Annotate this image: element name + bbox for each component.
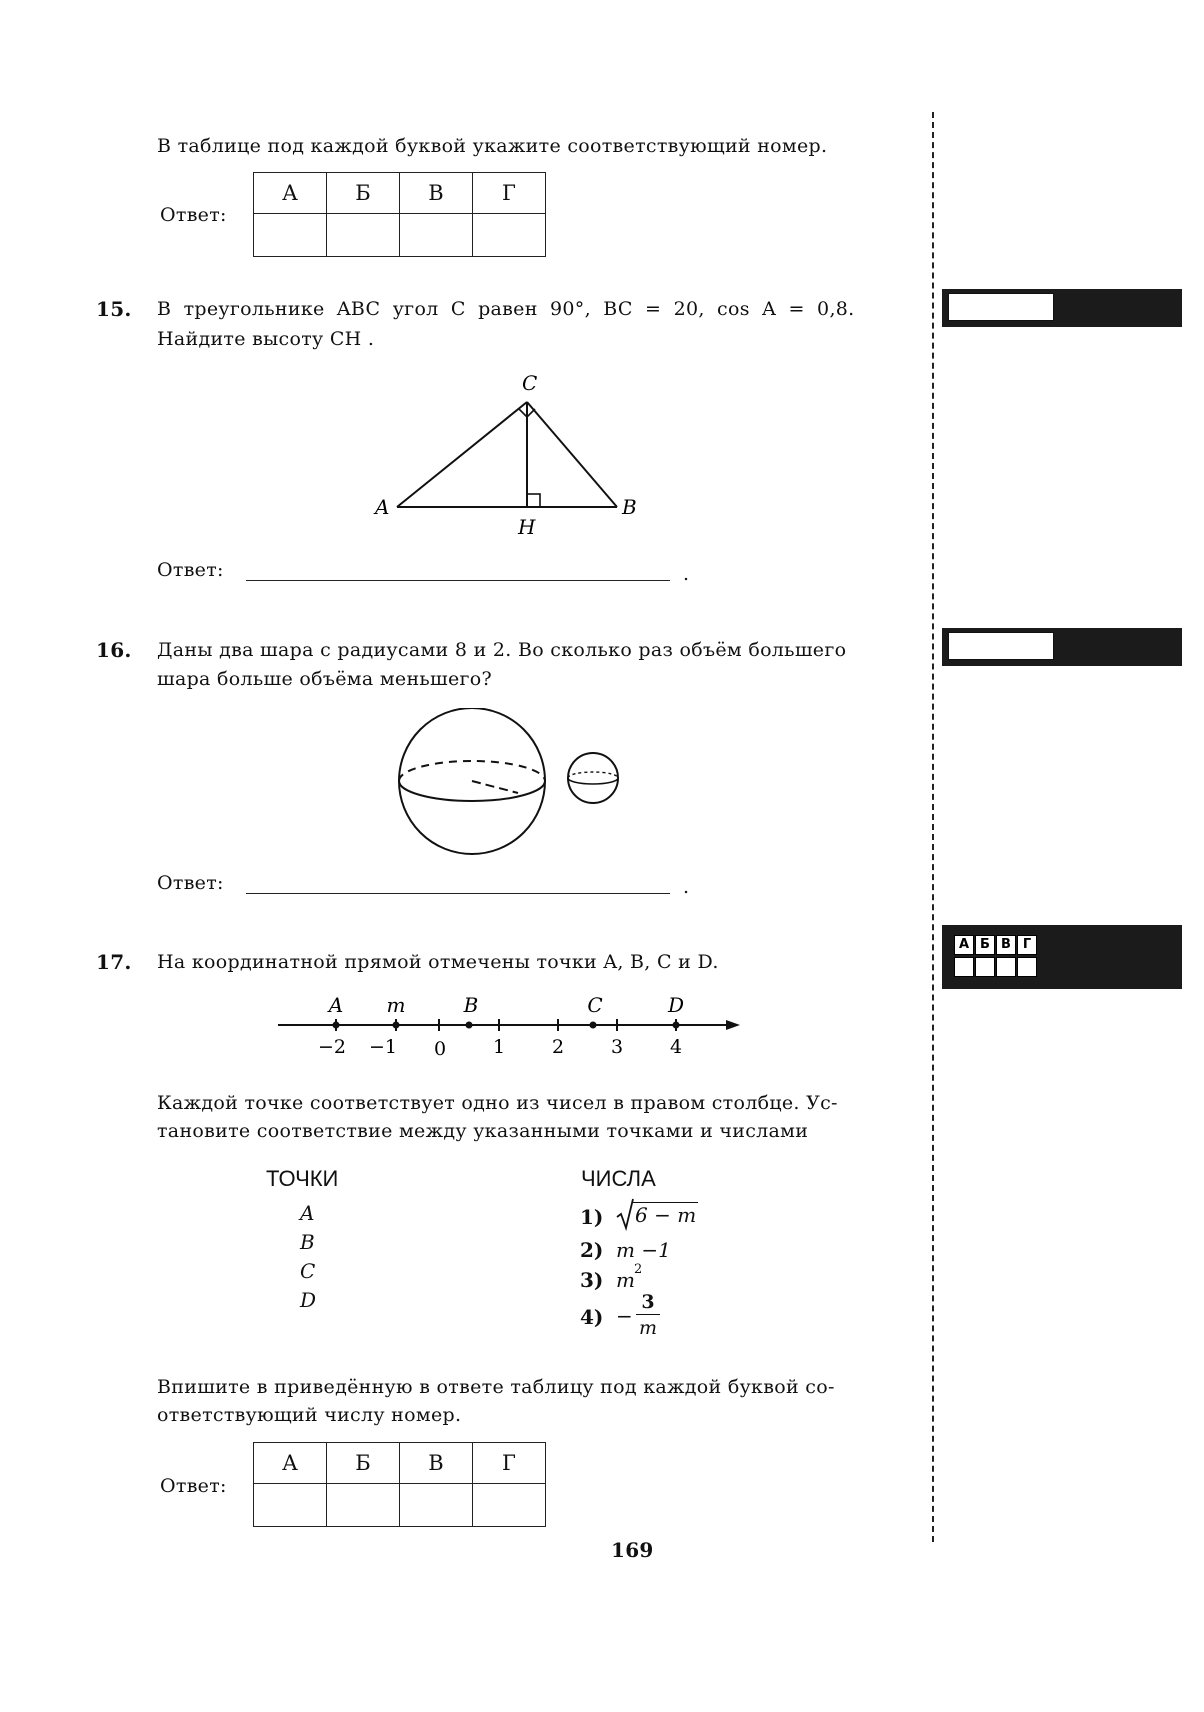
answer-cell[interactable] (327, 214, 400, 257)
option-expr: m −1 (616, 1238, 671, 1262)
table-header: Г (473, 1443, 546, 1484)
grid-letter: Г (1017, 935, 1037, 955)
point-item: C (300, 1259, 316, 1283)
cut-line (932, 112, 934, 1542)
answer-cell[interactable] (327, 1484, 400, 1527)
axis-point-label: A (328, 993, 344, 1017)
answer-cell[interactable] (254, 214, 327, 257)
answer-label: Ответ: (160, 1475, 227, 1497)
point-item: A (300, 1201, 315, 1225)
point-m-dot (393, 1022, 400, 1029)
page-number: 169 (611, 1538, 654, 1562)
option-number: 1) (580, 1205, 604, 1229)
triangle-figure (360, 370, 660, 540)
answer-grid-cells[interactable] (954, 957, 1038, 977)
option-number: 3) (580, 1268, 604, 1292)
col-numbers-title: ЧИСЛА (581, 1166, 656, 1191)
question-number: 16. (96, 638, 132, 662)
option-expr: m (616, 1268, 635, 1292)
q17-para1-line1: Каждой точке соответствует одно из чисел в правом столбце. Ус- (157, 1092, 838, 1114)
option-sign: − (616, 1304, 633, 1328)
point-A-dot (333, 1022, 340, 1029)
axis-tick-label: −1 (368, 1036, 398, 1058)
axis-tick-label: 3 (610, 1036, 624, 1058)
col-points-title: ТОЧКИ (266, 1166, 339, 1191)
spheres-figure (390, 708, 630, 858)
point-B-dot (466, 1022, 473, 1029)
answer-cell[interactable] (473, 1484, 546, 1527)
number-line (270, 990, 750, 1060)
answer-cell[interactable] (473, 214, 546, 257)
table-header: В (400, 173, 473, 214)
grid-cell[interactable] (954, 957, 974, 977)
label-H: H (518, 515, 536, 539)
grid-cell[interactable] (975, 957, 995, 977)
axis-tick-label: 1 (492, 1036, 506, 1058)
table-header: Б (327, 1443, 400, 1484)
answer-line[interactable] (246, 893, 670, 894)
q17-para1-line2: тановите соответствие между указанными точками и числами (157, 1120, 809, 1142)
q15-line1: В треугольнике ABC угол C равен 90°, BC = 20, cos A = 0,8. (157, 298, 855, 320)
answer-label: Ответ: (157, 559, 224, 581)
q15-line2: Найдите высоту CH . (157, 328, 375, 350)
option-fraction (636, 1290, 660, 1341)
answer-cell[interactable] (400, 214, 473, 257)
answer-box-16 (942, 628, 1182, 666)
sqrt-radicand: 6 − m (635, 1203, 697, 1227)
answer-label: Ответ: (160, 204, 227, 226)
point-item: D (300, 1288, 317, 1312)
q16-line2: шара больше объёма меньшего? (157, 668, 493, 690)
axis-point-label: D (667, 993, 685, 1017)
answer-box-field[interactable] (948, 632, 1054, 660)
point-D-dot (673, 1022, 680, 1029)
option-exponent: 2 (634, 1262, 643, 1277)
grid-cell[interactable] (1017, 957, 1037, 977)
option-number: 2) (580, 1238, 604, 1262)
answer-box-17 (942, 925, 1182, 989)
table-header: А (254, 1443, 327, 1484)
option-number: 4) (580, 1305, 604, 1329)
axis-point-label: m (386, 993, 406, 1017)
question-number: 17. (96, 950, 132, 974)
q17-para2-line2: ответствующий числу номер. (157, 1404, 462, 1426)
answer-cell[interactable] (254, 1484, 327, 1527)
grid-letter: А (954, 935, 974, 955)
label-C: C (522, 371, 538, 395)
axis-tick-label: 2 (551, 1036, 565, 1058)
grid-letter: В (996, 935, 1016, 955)
answer-period: . (683, 563, 690, 585)
grid-letter: Б (975, 935, 995, 955)
answer-line[interactable] (246, 580, 670, 581)
table-header: Г (473, 173, 546, 214)
answer-period: . (683, 876, 690, 898)
question-number: 15. (96, 297, 132, 321)
axis-point-label: B (463, 993, 479, 1017)
fraction-numerator: 3 (636, 1290, 660, 1315)
table-header: А (254, 173, 327, 214)
top-instruction: В таблице под каждой буквой укажите соответствующий номер. (157, 135, 828, 157)
point-item: B (300, 1230, 315, 1254)
table-header: В (400, 1443, 473, 1484)
q17-intro: На координатной прямой отмечены точки A, B, C и D. (157, 951, 719, 973)
answer-table-top (253, 172, 546, 257)
grid-cell[interactable] (996, 957, 1016, 977)
axis-tick-label: 4 (669, 1036, 683, 1058)
fraction-denominator: m (638, 1317, 658, 1339)
table-header: Б (327, 173, 400, 214)
axis-point-label: C (587, 993, 603, 1017)
point-C-dot (590, 1022, 597, 1029)
answer-cell[interactable] (400, 1484, 473, 1527)
axis-tick-label: 0 (433, 1038, 447, 1060)
label-A: A (375, 495, 390, 519)
answer-box-field[interactable] (948, 293, 1054, 321)
q16-line1: Даны два шара с радиусами 8 и 2. Во сколько раз объём большего (157, 639, 847, 661)
label-B: B (622, 495, 637, 519)
answer-grid-header (954, 935, 1038, 955)
answer-label: Ответ: (157, 872, 224, 894)
axis-tick-label: −2 (317, 1036, 347, 1058)
answer-box-15 (942, 289, 1182, 327)
answer-table-q17 (253, 1442, 546, 1527)
q17-para2-line1: Впишите в приведённую в ответе таблицу под каждой буквой со- (157, 1376, 835, 1398)
